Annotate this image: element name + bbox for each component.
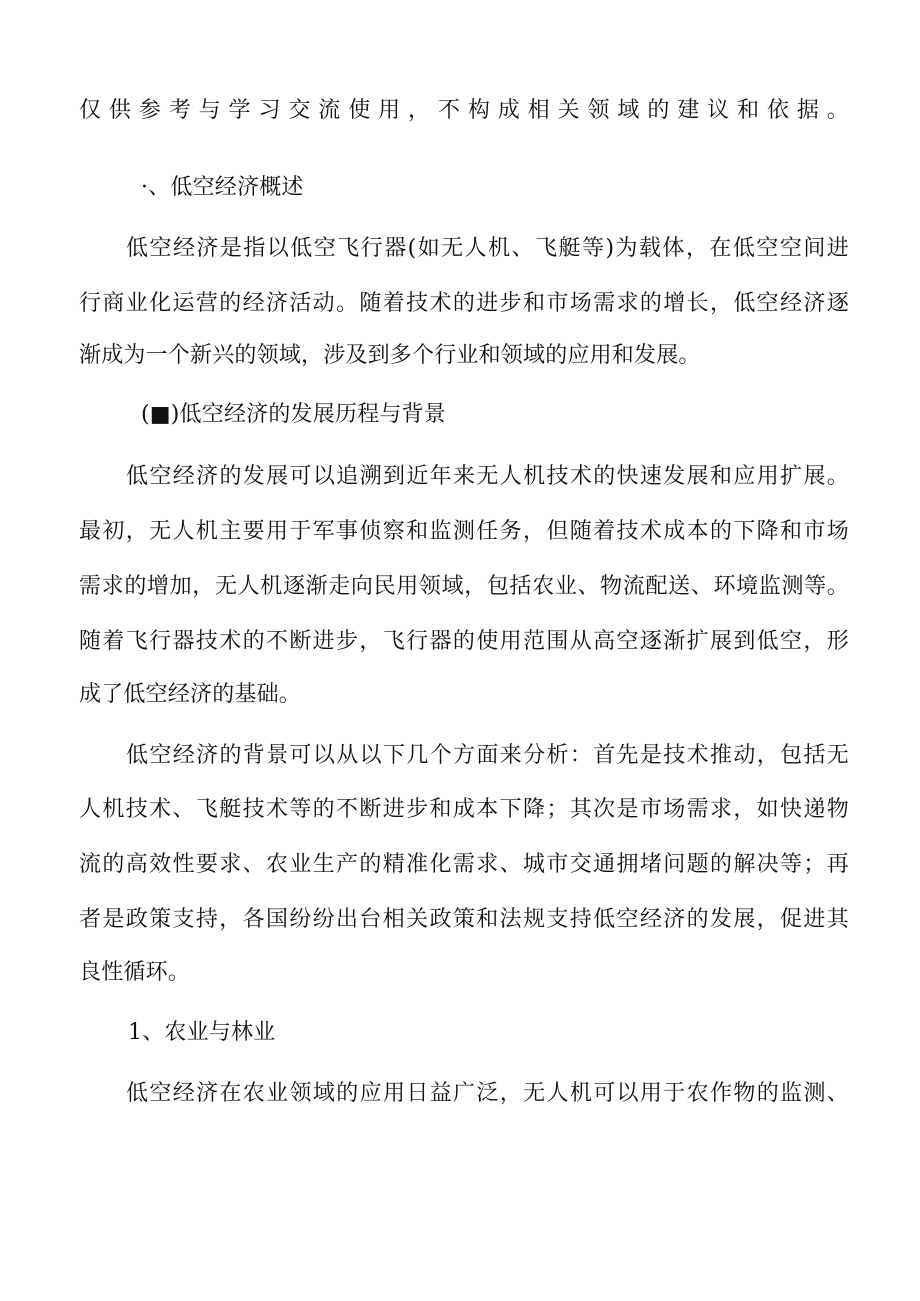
paragraph-line: 需求的增加，无人机逐渐走向民用领域，包括农业、物流配送、环境监测等。 bbox=[79, 574, 849, 599]
paragraph-line: 人机技术、飞艇技术等的不断进步和成本下降；其次是市场需求，如快递物 bbox=[79, 797, 849, 822]
section-heading-history: (■)低空经济的发展历程与背景 bbox=[141, 402, 446, 427]
paragraph-line: 渐成为一个新兴的领域，涉及到多个行业和领域的应用和发展。 bbox=[79, 343, 701, 368]
paragraph-line: 流的高效性要求、农业生产的精准化需求、城市交通拥堵问题的解决等；再 bbox=[79, 852, 849, 877]
paragraph-line: 低空经济在农业领域的应用日益广泛，无人机可以用于农作物的监测、 bbox=[126, 1081, 849, 1106]
paragraph-line: 成了低空经济的基础。 bbox=[79, 682, 302, 707]
paragraph-line: 良性循环。 bbox=[79, 960, 191, 985]
paragraph-line: 行商业化运营的经济活动。随着技术的进步和市场需求的增长，低空经济逐 bbox=[79, 291, 849, 316]
paragraph-line: 低空经济是指以低空飞行器(如无人机、飞艇等)为载体，在低空空间进 bbox=[126, 236, 849, 261]
section-heading-agriculture: 1、农业与林业 bbox=[128, 1020, 276, 1045]
paragraph-line: 随着飞行器技术的不断进步，飞行器的使用范围从高空逐渐扩展到低空，形 bbox=[79, 629, 849, 654]
paragraph-line: 最初，无人机主要用于军事侦察和监测任务，但随着技术成本的下降和市场 bbox=[79, 519, 849, 544]
paragraph-line: 低空经济的发展可以追溯到近年来无人机技术的快速发展和应用扩展。 bbox=[126, 464, 849, 489]
section-heading-overview: ·、低空经济概述 bbox=[141, 175, 304, 200]
paragraph-line: 者是政策支持，各国纷纷出台相关政策和法规支持低空经济的发展，促进其 bbox=[79, 907, 849, 932]
paragraph-line: 低空经济的背景可以从以下几个方面来分析：首先是技术推动，包括无 bbox=[126, 743, 849, 768]
intro-line: 仅供参考与学习交流使用，不构成相关领域的建议和依据。 bbox=[79, 98, 849, 123]
